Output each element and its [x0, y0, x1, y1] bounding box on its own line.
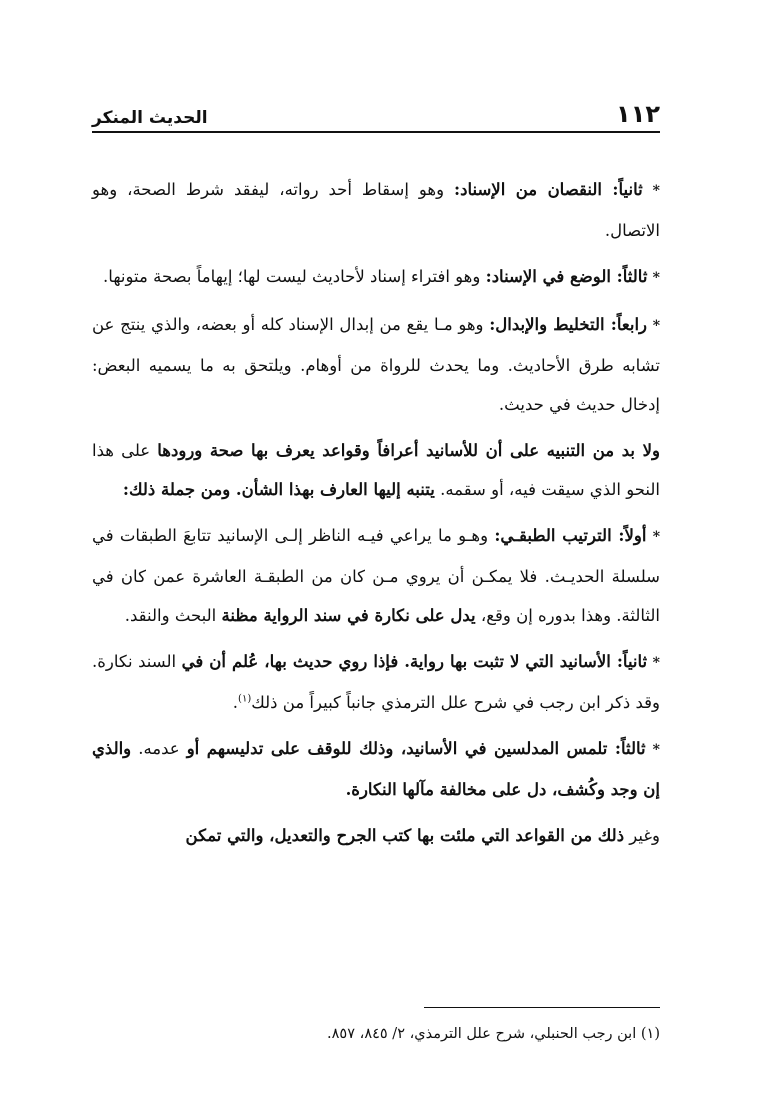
paragraph-bold-text: ولا بد من التنبيه على أن للأسانيد أعرافاً وقواعد يعرف بها صحة ورودها [157, 441, 660, 460]
footnote-text: ابن رجب الحنبلي، شرح علل الترمذي، ٢/ ٨٤٥، ٨٥٧. [327, 1026, 641, 1042]
paragraph-bold-text: ذلك من القواعد التي ملئت بها كتب الجرح والتعديل، والتي تمكن [185, 826, 625, 845]
page-number: ١١٢ [616, 100, 660, 128]
paragraph-text: عدمه. [131, 739, 187, 758]
paragraph-heading: أولاً: الترتيب الطبقـي: [494, 526, 647, 545]
running-title: الحديث المنكر [92, 108, 208, 128]
paragraph-text: وهو مـا يقع من إبدال الإسناد كله أو بعضه، والذي ينتج عن تشابه طرق الأحاديث. وما يحدث للرواة من أوهام. ويلتحق به ما يسميه البعض: إدخال حديث في حديث. [92, 315, 660, 414]
page-header [92, 88, 660, 128]
paragraph-heading: ثانياً: النقصان من الإسناد: [454, 180, 643, 199]
asterisk-marker: * [652, 529, 661, 545]
body-text [92, 170, 660, 862]
footnote-rule [424, 1007, 660, 1008]
asterisk-marker: * [652, 270, 660, 286]
paragraph-text: البحث والنقد. [124, 606, 222, 625]
paragraph-text: وهو إسقاط أحد رواته، ليفقد شرط الصحة، وهو الاتصال. [92, 180, 660, 240]
paragraph-text: وهـو ما يراعي فيـه الناظر إلـى الإسانيد تتابعَ الطبقات في سلسلة الحديـث. فلا يمكـن أن يروي مـن كان من الطبقـة العاشرة عمن كان في الثالثة. وهذا بدوره إن وقع، [92, 526, 660, 625]
paragraph-deficiency [92, 170, 660, 250]
paragraph-bold-text: يتنبه إليها العارف بهذا الشأن. ومن جملة ذلك: [122, 480, 435, 499]
paragraph-heading: ثالثاً: الوضع في الإسناد: [485, 267, 648, 286]
paragraph-text: على هذا النحو الذي سيقت فيه، أو سقمه. [92, 441, 660, 499]
paragraph-closing [92, 816, 660, 855]
asterisk-marker: * [652, 318, 661, 334]
paragraph-unreliable-chains [92, 642, 660, 722]
paragraph-note [92, 431, 660, 509]
paragraph-bold-text: يدل على نكارة في سند الرواية مظنة [221, 606, 476, 625]
paragraph-heading: ثالثاً: تلمس المدلسين في الأسانيد، [400, 739, 646, 758]
paragraph-fabrication [92, 257, 660, 298]
asterisk-marker: * [652, 742, 660, 758]
paragraph-bold-text: والذي إن وجد وكُشف، دل على مخالفة مآلها النكارة. [92, 739, 660, 799]
paragraph-bold-text: وذلك للوقف على تدليسهم أو [186, 739, 401, 758]
paragraph-mudallisin [92, 729, 660, 809]
asterisk-marker: * [652, 655, 660, 671]
paragraph-heading: ثانياً: الأسانيد التي لا تثبت بها رواية. [404, 652, 648, 671]
paragraph-bold-text: فإذا روي حديث بها، عُلم أن في [181, 652, 405, 671]
paragraph-text: وغير [624, 826, 660, 845]
footnote-ref[interactable]: (١) [238, 693, 252, 705]
paragraph-tabaqat [92, 516, 660, 635]
paragraph-text: . [232, 693, 239, 712]
paragraph-text: السند نكارة. وقد ذكر ابن رجب في شرح علل الترمذي جانباً كبيراً من ذلك [92, 652, 660, 712]
paragraph-text: وهو افتراء إسناد لأحاديث ليست لها؛ إيهاماً بصحة متونها. [103, 267, 486, 286]
footnote-number: (١) [640, 1026, 660, 1042]
paragraph-heading: رابعاً: التخليط والإبدال: [489, 315, 647, 334]
footnote [92, 1022, 660, 1046]
header-rule [92, 131, 660, 133]
paragraph-confusion [92, 305, 660, 424]
asterisk-marker: * [652, 183, 660, 199]
